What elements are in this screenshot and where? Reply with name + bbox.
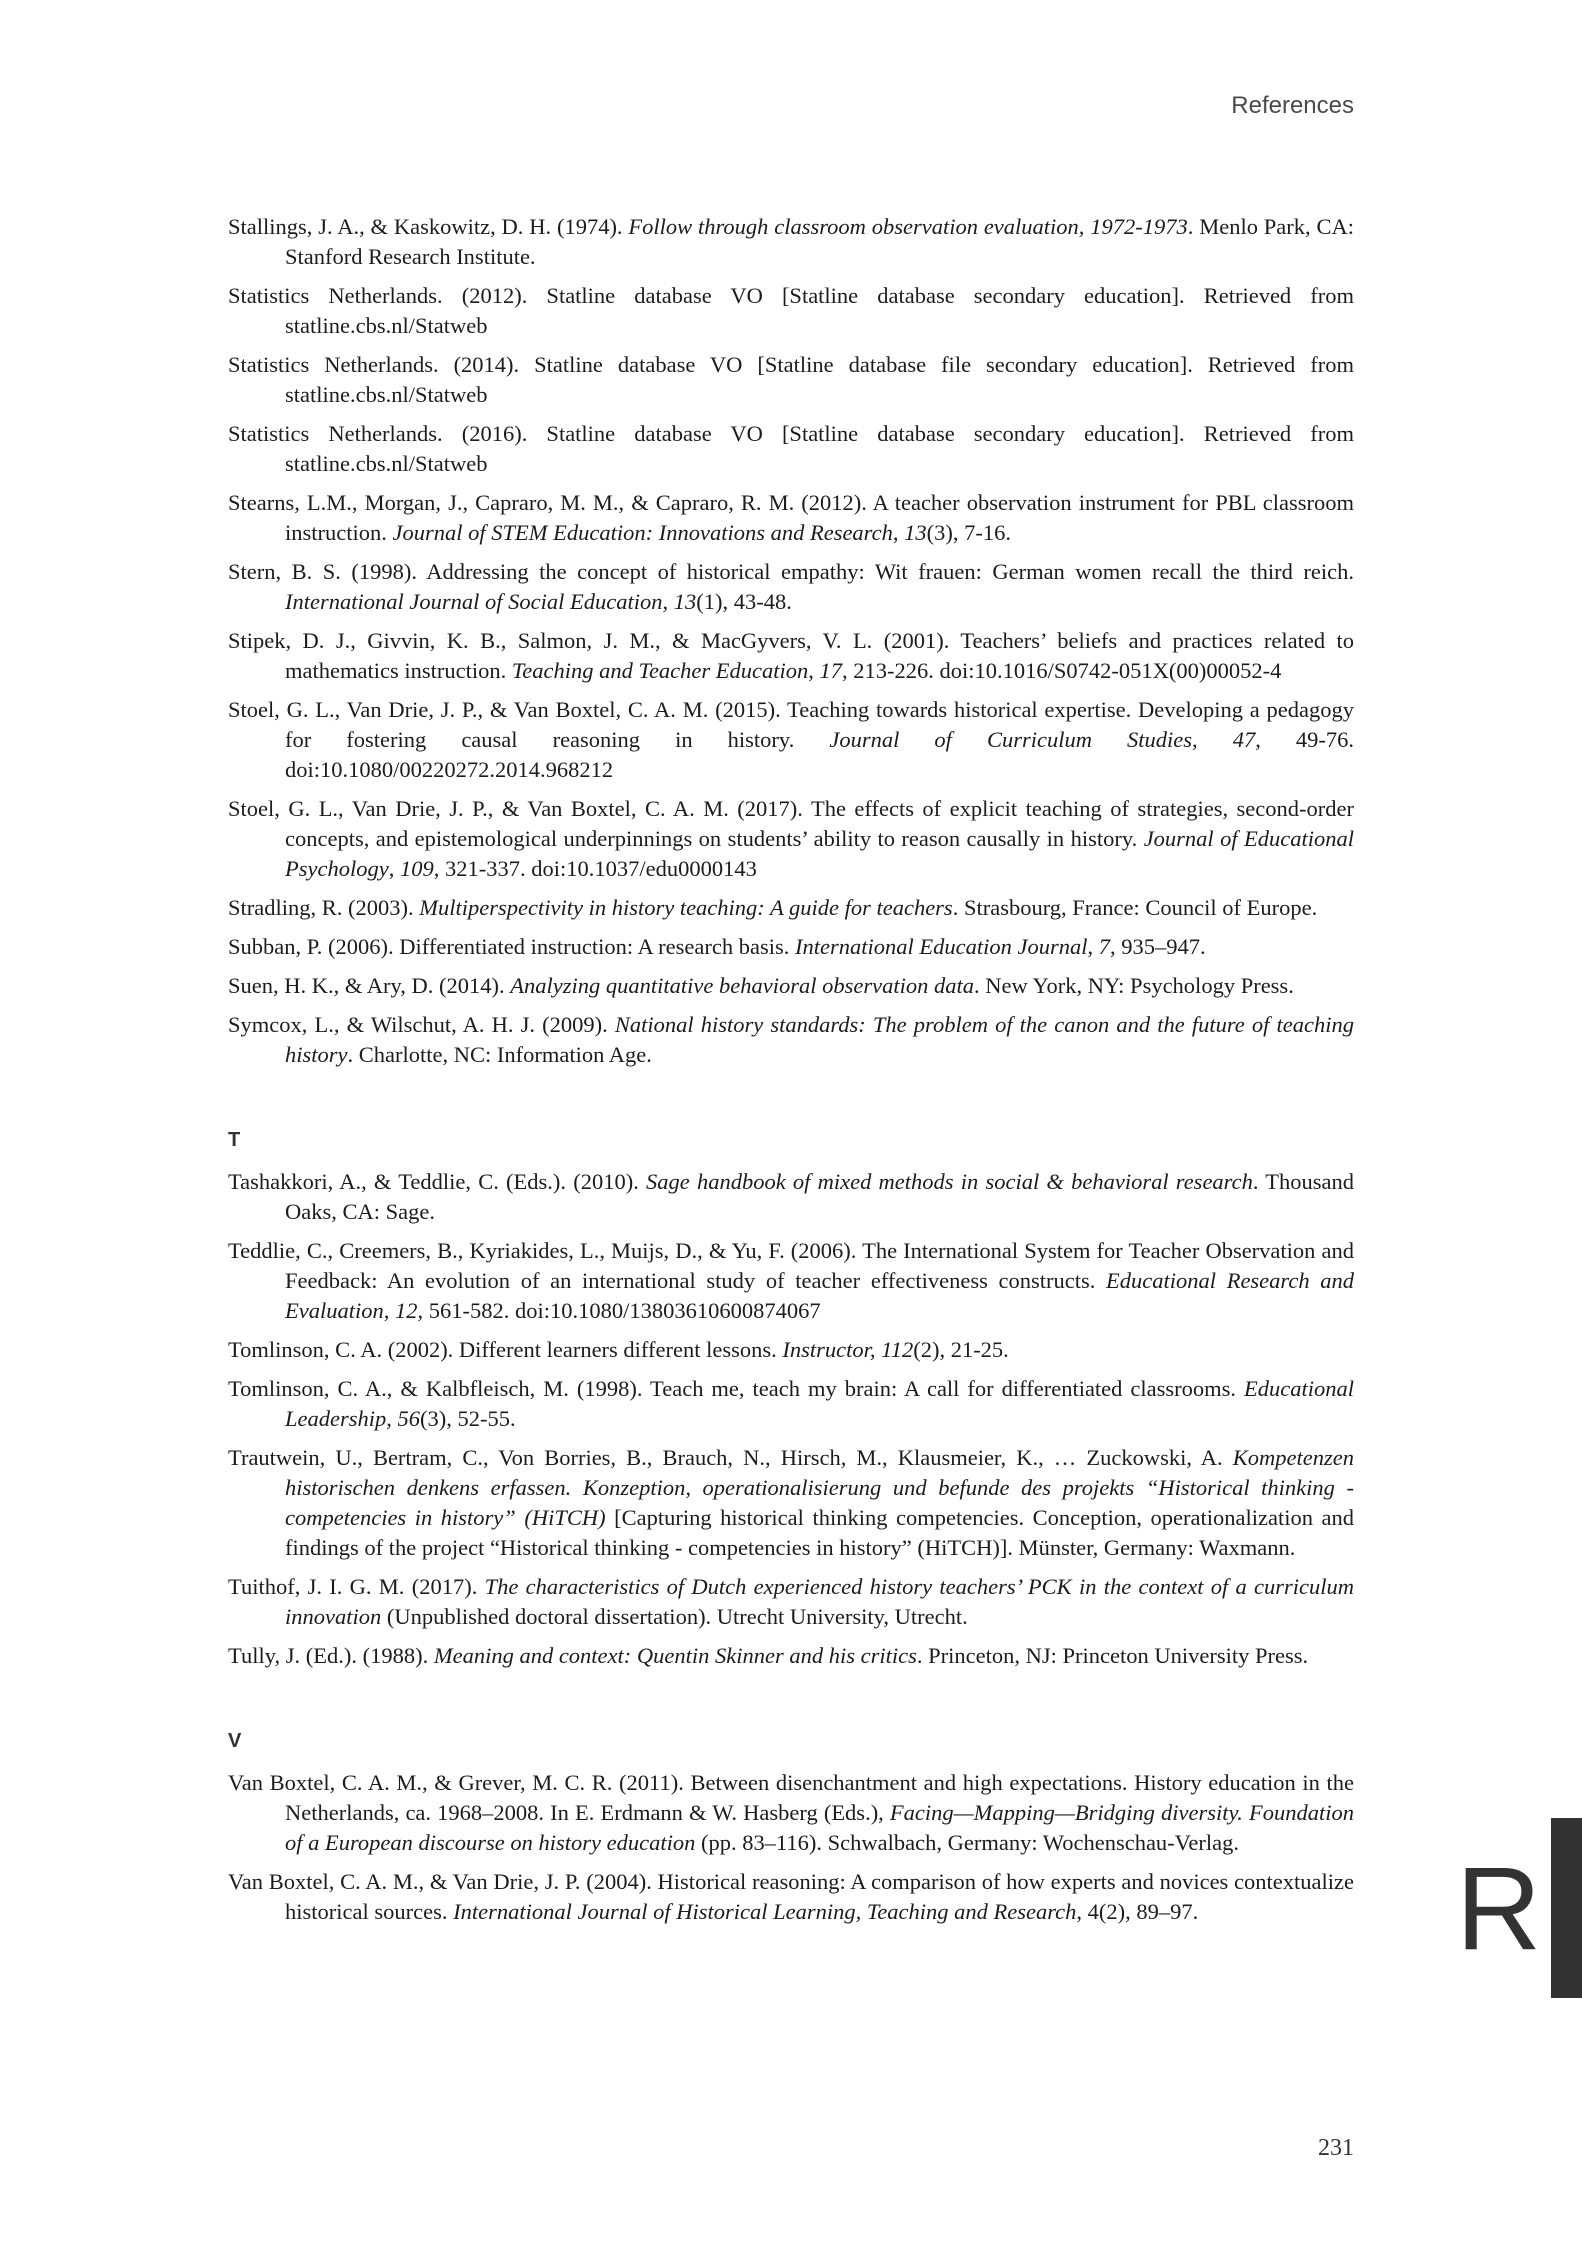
- reference-title-segment: Educational Leadership, 56: [285, 1376, 1354, 1431]
- reference-text-segment: ,: [1087, 934, 1099, 959]
- reference-title-segment: Journal of Curriculum Studies: [829, 727, 1193, 752]
- reference-title-segment: Sage handbook of mixed methods in social & behavioral research: [646, 1169, 1253, 1194]
- reference-text-segment: . New York, NY: Psychology Press.: [973, 973, 1294, 998]
- reference-title-segment: International Education Journal: [794, 934, 1088, 959]
- reference-entry: [228, 1010, 1354, 1070]
- reference-entry: [228, 1867, 1354, 1927]
- reference-text-segment: . Charlotte, NC: Information Age.: [347, 1042, 652, 1067]
- reference-text-segment: Stearns, L.M., Morgan, J., Capraro, M. M., & Capraro, R. M. (2012). A teacher observation instrument for PBL classroom instruction.: [228, 490, 1354, 545]
- reference-text-segment: Stradling, R. (2003).: [228, 895, 420, 920]
- reference-text-segment: , 49-76. doi:10.1080/00220272.2014.968212: [285, 727, 1355, 782]
- reference-entry: [228, 1335, 1354, 1365]
- page-number: 231: [1318, 2135, 1354, 2161]
- reference-text-segment: Tomlinson, C. A. (2002). Different learners different lessons.: [228, 1337, 783, 1362]
- reference-list: [228, 212, 1354, 1936]
- reference-text-segment: Stoel, G. L., Van Drie, J. P., & Van Boxtel, C. A. M. (2017). The effects of explicit teaching of strategies, second-order concepts, and epistemological underpinnings on students’ ability to reason causally in history.: [228, 796, 1354, 851]
- reference-text-segment: . Menlo Park, CA: Stanford Research Institute.: [285, 214, 1354, 269]
- reference-text-segment: ,: [662, 589, 674, 614]
- reference-text-segment: (pp. 83–116). Schwalbach, Germany: Wochenschau-Verlag.: [695, 1830, 1240, 1855]
- reference-text-segment: , 321-337. doi:10.1037/edu0000143: [433, 856, 757, 881]
- reference-title-segment: Meaning and context: Quentin Skinner and his critics: [433, 1643, 917, 1668]
- reference-text-segment: Stipek, D. J., Givvin, K. B., Salmon, J. M., & MacGyvers, V. L. (2001). Teachers’ beliefs and practices related to mathematics instruction.: [228, 628, 1354, 683]
- reference-entry: [228, 794, 1354, 884]
- reference-entry: [228, 1641, 1354, 1671]
- reference-title-segment: Educational Research and Evaluation: [285, 1268, 1354, 1323]
- reference-text-segment: . Strasbourg, France: Council of Europe.: [952, 895, 1318, 920]
- reference-text-segment: [Capturing historical thinking competencies. Conception, operationalization and findings of the project “Historical thinking - competencies in history” (HiTCH)]. Münster, Germany: Waxmann.: [285, 1505, 1354, 1560]
- section-letter-t: T: [228, 1129, 241, 1151]
- reference-title-segment: 12: [394, 1298, 418, 1323]
- reference-text-segment: ,: [892, 520, 905, 545]
- reference-text-segment: Van Boxtel, C. A. M., & Grever, M. C. R. (2011). Between disenchantment and high expectations. History education in the Netherlands, ca. 1968–2008. In E. Erdmann & W. Hasberg (Eds.),: [228, 1770, 1354, 1825]
- reference-text-segment: , 561-582. doi:10.1080/13803610600874067: [417, 1298, 821, 1323]
- reference-text-segment: ,: [1192, 727, 1233, 752]
- reference-entry: [228, 419, 1354, 479]
- reference-title-segment: International Journal of Historical Learning, Teaching and Research: [453, 1899, 1077, 1924]
- reference-title-segment: 47: [1232, 727, 1256, 752]
- reference-title-segment: The characteristics of Dutch experienced history teachers’ PCK in the context of a curriculum innovation: [285, 1574, 1355, 1629]
- reference-entry: [228, 557, 1354, 617]
- reference-title-segment: Journal of Educational Psychology: [285, 826, 1354, 881]
- reference-entry: [228, 1768, 1354, 1858]
- reference-entry: [228, 281, 1354, 341]
- reference-entry: [228, 1443, 1354, 1563]
- reference-title-segment: National history standards: The problem of the canon and the future of teaching history: [285, 1012, 1354, 1067]
- reference-entry: [228, 1236, 1354, 1326]
- reference-text-segment: ,: [388, 856, 400, 881]
- reference-text-segment: Tomlinson, C. A., & Kalbfleisch, M. (1998). Teach me, teach my brain: A call for differentiated classrooms.: [228, 1376, 1245, 1401]
- reference-entry: [228, 1374, 1354, 1434]
- reference-title-segment: Teaching and Teacher Education: [511, 658, 809, 683]
- reference-title-segment: 17: [819, 658, 843, 683]
- reference-entry: [228, 1572, 1354, 1632]
- section-letter-v: V: [228, 1730, 242, 1752]
- reference-title-segment: 7: [1098, 934, 1110, 959]
- reference-text-segment: Stallings, J. A., & Kaskowitz, D. H. (1974).: [228, 214, 629, 239]
- reference-text-segment: ,: [808, 658, 820, 683]
- reference-title-segment: International Journal of Social Education: [285, 589, 663, 614]
- reference-entry: [228, 488, 1354, 548]
- reference-text-segment: Suen, H. K., & Ary, D. (2014).: [228, 973, 511, 998]
- reference-text-segment: Van Boxtel, C. A. M., & Van Drie, J. P. (2004). Historical reasoning: A comparison of how experts and novices contextualize historical sources.: [228, 1869, 1354, 1924]
- reference-text-segment: Teddlie, C., Creemers, B., Kyriakides, L., Muijs, D., & Yu, F. (2006). The International System for Teacher Observation and Feedback: An evolution of an international study of teacher effectiveness constructs.: [228, 1238, 1354, 1293]
- reference-title-segment: Analyzing quantitative behavioral observation data: [510, 973, 974, 998]
- chapter-letter: R: [1456, 1843, 1542, 1975]
- reference-text-segment: (2), 21-25.: [913, 1337, 1009, 1362]
- reference-title-segment: 13: [904, 520, 927, 545]
- reference-entry: [228, 626, 1354, 686]
- reference-title-segment: 13: [673, 589, 697, 614]
- reference-title-segment: Instructor, 112: [782, 1337, 914, 1362]
- reference-text-segment: Subban, P. (2006). Differentiated instruction: A research basis.: [228, 934, 795, 959]
- reference-entry: [228, 212, 1354, 272]
- reference-text-segment: Stern, B. S. (1998). Addressing the concept of historical empathy: Wit frauen: German women recall the third reich.: [228, 559, 1354, 584]
- reference-text-segment: ,: [383, 1298, 395, 1323]
- reference-text-segment: (1), 43-48.: [696, 589, 792, 614]
- reference-title-segment: Follow through classroom observation evaluation, 1972-1973: [628, 214, 1188, 239]
- reference-text-segment: Tully, J. (Ed.). (1988).: [228, 1643, 434, 1668]
- reference-text-segment: Statistics Netherlands. (2012). Statline database VO [Statline database secondary education]. Retrieved from statline.cbs.nl/Statweb: [228, 283, 1354, 338]
- reference-text-segment: , 4(2), 89–97.: [1076, 1899, 1199, 1924]
- reference-entry: [228, 932, 1354, 962]
- reference-text-segment: Trautwein, U., Bertram, C., Von Borries, B., Brauch, N., Hirsch, M., Klausmeier, K., … Zuckowski, A.: [228, 1445, 1233, 1470]
- reference-entry: [228, 350, 1354, 410]
- reference-text-segment: (3), 7-16.: [926, 520, 1011, 545]
- reference-entry: [228, 1167, 1354, 1227]
- reference-text-segment: , 213-226. doi:10.1016/S0742-051X(00)00052-4: [842, 658, 1282, 683]
- reference-title-segment: Multiperspectivity in history teaching: A guide for teachers: [419, 895, 953, 920]
- reference-text-segment: Statistics Netherlands. (2014). Statline database VO [Statline database file secondary education]. Retrieved from statline.cbs.nl/Statweb: [228, 352, 1354, 407]
- reference-text-segment: Stoel, G. L., Van Drie, J. P., & Van Boxtel, C. A. M. (2015). Teaching towards historical expertise. Developing a pedagogy for fostering causal reasoning in history.: [228, 697, 1354, 752]
- running-head: References: [1231, 92, 1354, 119]
- reference-text-segment: (Unpublished doctoral dissertation). Utrecht University, Utrecht.: [381, 1604, 968, 1629]
- reference-title-segment: 109: [399, 856, 434, 881]
- reference-title-segment: Facing—Mapping—Bridging diversity. Foundation of a European discourse on history education: [285, 1800, 1354, 1855]
- reference-text-segment: Tuithof, J. I. G. M. (2017).: [228, 1574, 485, 1599]
- reference-entry: [228, 971, 1354, 1001]
- reference-title-segment: Journal of STEM Education: Innovations and Research: [392, 520, 893, 545]
- reference-title-segment: Kompetenzen historischen denkens erfassen. Konzeption, operationalisierung und befunde des projekts “Historical thinking - competencies in history” (HiTCH): [285, 1445, 1354, 1530]
- reference-text-segment: Tashakkori, A., & Teddlie, C. (Eds.). (2010).: [228, 1169, 647, 1194]
- reference-text-segment: . Princeton, NJ: Princeton University Press.: [916, 1643, 1309, 1668]
- reference-text-segment: Symcox, L., & Wilschut, A. H. J. (2009).: [228, 1012, 615, 1037]
- reference-text-segment: (3), 52-55.: [420, 1406, 516, 1431]
- chapter-tab: [1551, 1818, 1582, 1998]
- reference-text-segment: . Thousand Oaks, CA: Sage.: [285, 1169, 1355, 1224]
- reference-text-segment: , 935–947.: [1109, 934, 1206, 959]
- reference-entry: [228, 695, 1354, 785]
- reference-text-segment: Statistics Netherlands. (2016). Statline database VO [Statline database secondary education]. Retrieved from statline.cbs.nl/Statweb: [228, 421, 1354, 476]
- reference-entry: [228, 893, 1354, 923]
